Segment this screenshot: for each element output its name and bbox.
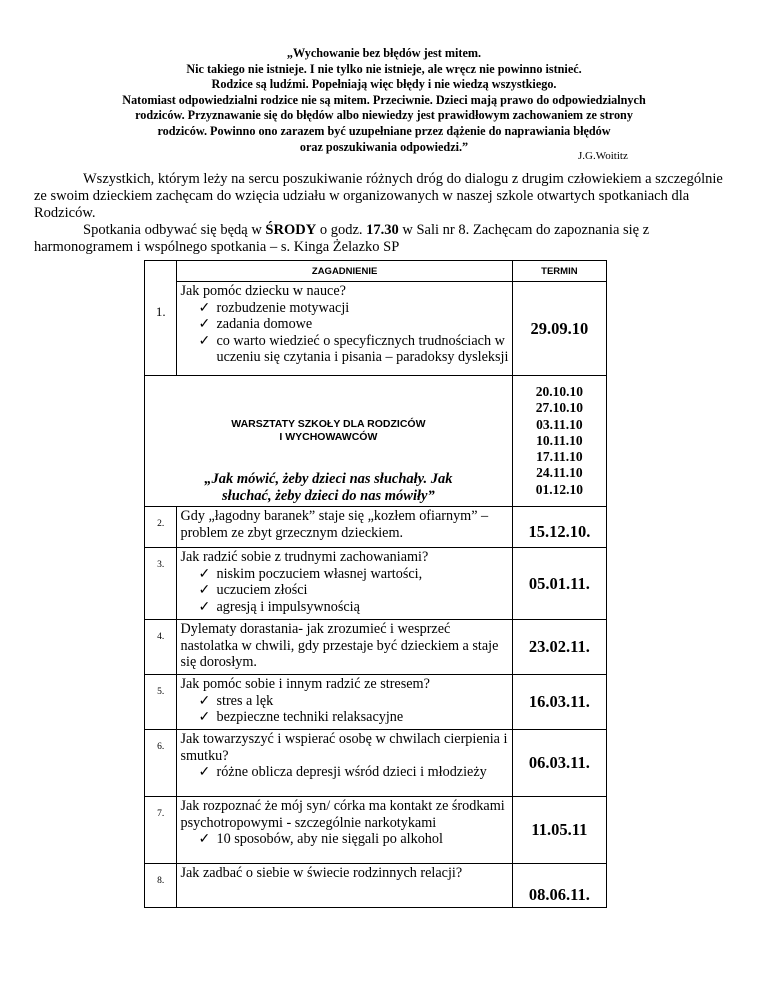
table-row: [145, 675, 607, 730]
topic-cell: [177, 548, 512, 620]
table-row: [145, 548, 607, 620]
subtopic-list: [180, 764, 508, 781]
header-topic: ZAGADNIENIE: [177, 261, 512, 282]
term-date: 16.03.11.: [512, 675, 606, 730]
workshop-title-line: WARSZTATY SZKOŁY DLA RODZICÓW: [231, 418, 426, 430]
topic-cell: [177, 282, 512, 376]
topic-title: Jak zadbać o siebie w świecie rodzinnych relacji?: [177, 864, 512, 908]
workshop-date: 17.11.10: [536, 449, 583, 465]
quote-line: rodziców. Powinno ono zarazem być uzupełniane przez dążenie do naprawiania błędów: [157, 123, 611, 138]
quote-line: Natomiast odpowiedzialni rodzice nie są mitem. Przeciwnie. Dzieci mają prawo do odpowiedzialnych: [122, 92, 646, 107]
topic-title: Jak radzić sobie z trudnymi zachowaniami?: [180, 549, 429, 565]
schedule-text: Spotkania odbywać się będą w: [83, 222, 266, 238]
topic-title: Jak pomóc sobie i innym radzić ze stresem?: [180, 676, 430, 692]
topic-cell: [177, 675, 512, 730]
row-number: 8.: [145, 864, 177, 908]
check-icon: ✓: [198, 709, 211, 726]
workshop-dates: [512, 376, 606, 507]
quote-line: Rodzice są ludźmi. Popełniają więc błędy i nie wiedzą wszystkiego.: [211, 77, 557, 92]
check-icon: ✓: [198, 299, 211, 316]
subtopic: bezpieczne techniki relaksacyjne: [216, 709, 404, 726]
list-item: [198, 316, 508, 333]
list-item: [198, 709, 508, 726]
row-number: 4.: [145, 620, 177, 675]
workshop-date: 20.10.10: [535, 383, 583, 399]
workshop-quote: „Jak mówić, żeby dzieci nas słuchały. Jak słuchać, żeby dzieci do nas mówiły”: [204, 471, 453, 504]
meeting-day: ŚRODY: [265, 222, 317, 238]
topic-cell: [177, 797, 512, 864]
term-date: 11.05.11: [512, 797, 606, 864]
workshop-date: 01.12.10: [535, 481, 583, 497]
quote-line: rodziców. Przyznawanie się do błędów albo niewiedzy jest prawidłowym zachowaniem ze strony: [135, 108, 633, 123]
topic-title: Jak pomóc dziecku w nauce?: [180, 283, 346, 299]
schedule-text: w Sali nr 8. Zachęcam do zapoznania się z harmonogramem i wspólnego spotkania – s. Kinga Żelazko SP: [34, 222, 650, 255]
subtopic: 10 sposobów, aby nie sięgali po alkohol: [216, 831, 443, 848]
table-row: [145, 730, 607, 797]
workshop-date: 24.11.10: [536, 465, 583, 481]
quote-author: J.G.Woititz: [578, 150, 628, 162]
list-item: [198, 582, 508, 599]
intro-text: [34, 171, 739, 256]
check-icon: ✓: [198, 831, 211, 848]
list-item: [198, 599, 508, 616]
schedule-table: [144, 260, 607, 908]
table-row: [145, 864, 607, 908]
header-term: TERMIN: [512, 261, 606, 282]
motto-quote: [40, 46, 728, 155]
table-row: [145, 797, 607, 864]
workshop-date: 03.11.10: [536, 416, 583, 432]
term-date: 23.02.11.: [512, 620, 606, 675]
subtopic: zadania domowe: [216, 316, 313, 333]
term-date: 05.01.11.: [512, 548, 606, 620]
topic-title: Jak towarzyszyć i wspierać osobę w chwilach cierpienia i smutku?: [180, 731, 508, 764]
table-row: [145, 507, 607, 548]
list-item: [198, 831, 508, 848]
workshop-cell: [145, 376, 513, 507]
workshop-date: 10.11.10: [536, 432, 583, 448]
subtopic-list: [180, 566, 508, 616]
check-icon: ✓: [198, 764, 211, 781]
subtopic-list: [180, 693, 508, 726]
subtopic: uczuciem złości: [216, 582, 308, 599]
intro-paragraph: Wszystkich, którym leży na sercu poszukiwanie różnych dróg do dialogu z drugim człowiekiem a szczególnie ze swoim dzieckiem zachęcam do wzięcia udziału w organizowanych w naszej szkole otwartych spotkaniach dla Rodziców.: [34, 171, 723, 221]
list-item: [198, 693, 508, 710]
subtopic: co warto wiedzieć o specyficznych trudnościach w uczeniu się czytania i pisania – paradoksy dysleksji: [216, 332, 509, 366]
subtopic-list: [180, 831, 508, 848]
workshop-title-line: I WYCHOWAWCÓW: [279, 431, 378, 443]
row-number: 2.: [145, 507, 177, 548]
workshop-row: [145, 376, 607, 507]
subtopic: różne oblicza depresji wśród dzieci i młodzieży: [216, 764, 487, 781]
table-row: [145, 282, 607, 376]
quote-line: „Wychowanie bez błędów jest mitem.: [286, 46, 482, 60]
check-icon: ✓: [198, 332, 211, 349]
workshop-date: 27.10.10: [535, 400, 583, 416]
row-number: 5.: [145, 675, 177, 730]
check-icon: ✓: [198, 582, 211, 599]
row-number: 7.: [145, 797, 177, 864]
meeting-time: 17.30: [366, 222, 399, 238]
term-date: 08.06.11.: [512, 864, 606, 908]
subtopic: niskim poczuciem własnej wartości,: [216, 565, 423, 582]
topic-title: Dylematy dorastania- jak zrozumieć i wesprzeć nastolatka w chwili, gdy przestaje być dzieckiem a staje się dorosłym.: [177, 620, 512, 675]
topic-title: Gdy „łagodny baranek” staje się „kozłem ofiarnym” – problem ze zbyt grzecznym dzieckiem.: [177, 507, 512, 548]
row-number: 6.: [145, 730, 177, 797]
table-header-row: [145, 261, 607, 282]
term-date: 15.12.10.: [512, 507, 606, 548]
check-icon: ✓: [198, 598, 211, 615]
subtopic: agresją i impulsywnością: [216, 598, 360, 615]
subtopic-list: [180, 300, 508, 366]
schedule-paragraph: [34, 222, 739, 256]
workshop-title: [145, 418, 512, 444]
header-num-cell: [145, 261, 177, 282]
row-number: 3.: [145, 548, 177, 620]
schedule-text: o godz.: [316, 222, 367, 238]
subtopic: rozbudzenie motywacji: [216, 299, 350, 316]
check-icon: ✓: [198, 565, 211, 582]
subtopic: stres a lęk: [216, 692, 274, 709]
quote-line: Nic takiego nie istnieje. I nie tylko nie istnieje, ale wręcz nie powinno istnieć.: [186, 61, 582, 76]
quote-line: oraz poszukiwania odpowiedzi.”: [299, 139, 469, 154]
check-icon: ✓: [198, 692, 211, 709]
term-date: 06.03.11.: [512, 730, 606, 797]
list-item: [198, 566, 508, 583]
term-date: 29.09.10: [512, 282, 606, 376]
table-row: [145, 620, 607, 675]
list-item: [198, 333, 508, 366]
topic-cell: [177, 730, 512, 797]
list-item: [198, 764, 508, 781]
topic-title: Jak rozpoznać że mój syn/ córka ma kontakt ze środkami psychotropowymi - szczególnie narkotykami: [180, 798, 505, 831]
check-icon: ✓: [198, 316, 211, 333]
list-item: [198, 300, 508, 317]
row-number: 1.: [145, 282, 177, 376]
